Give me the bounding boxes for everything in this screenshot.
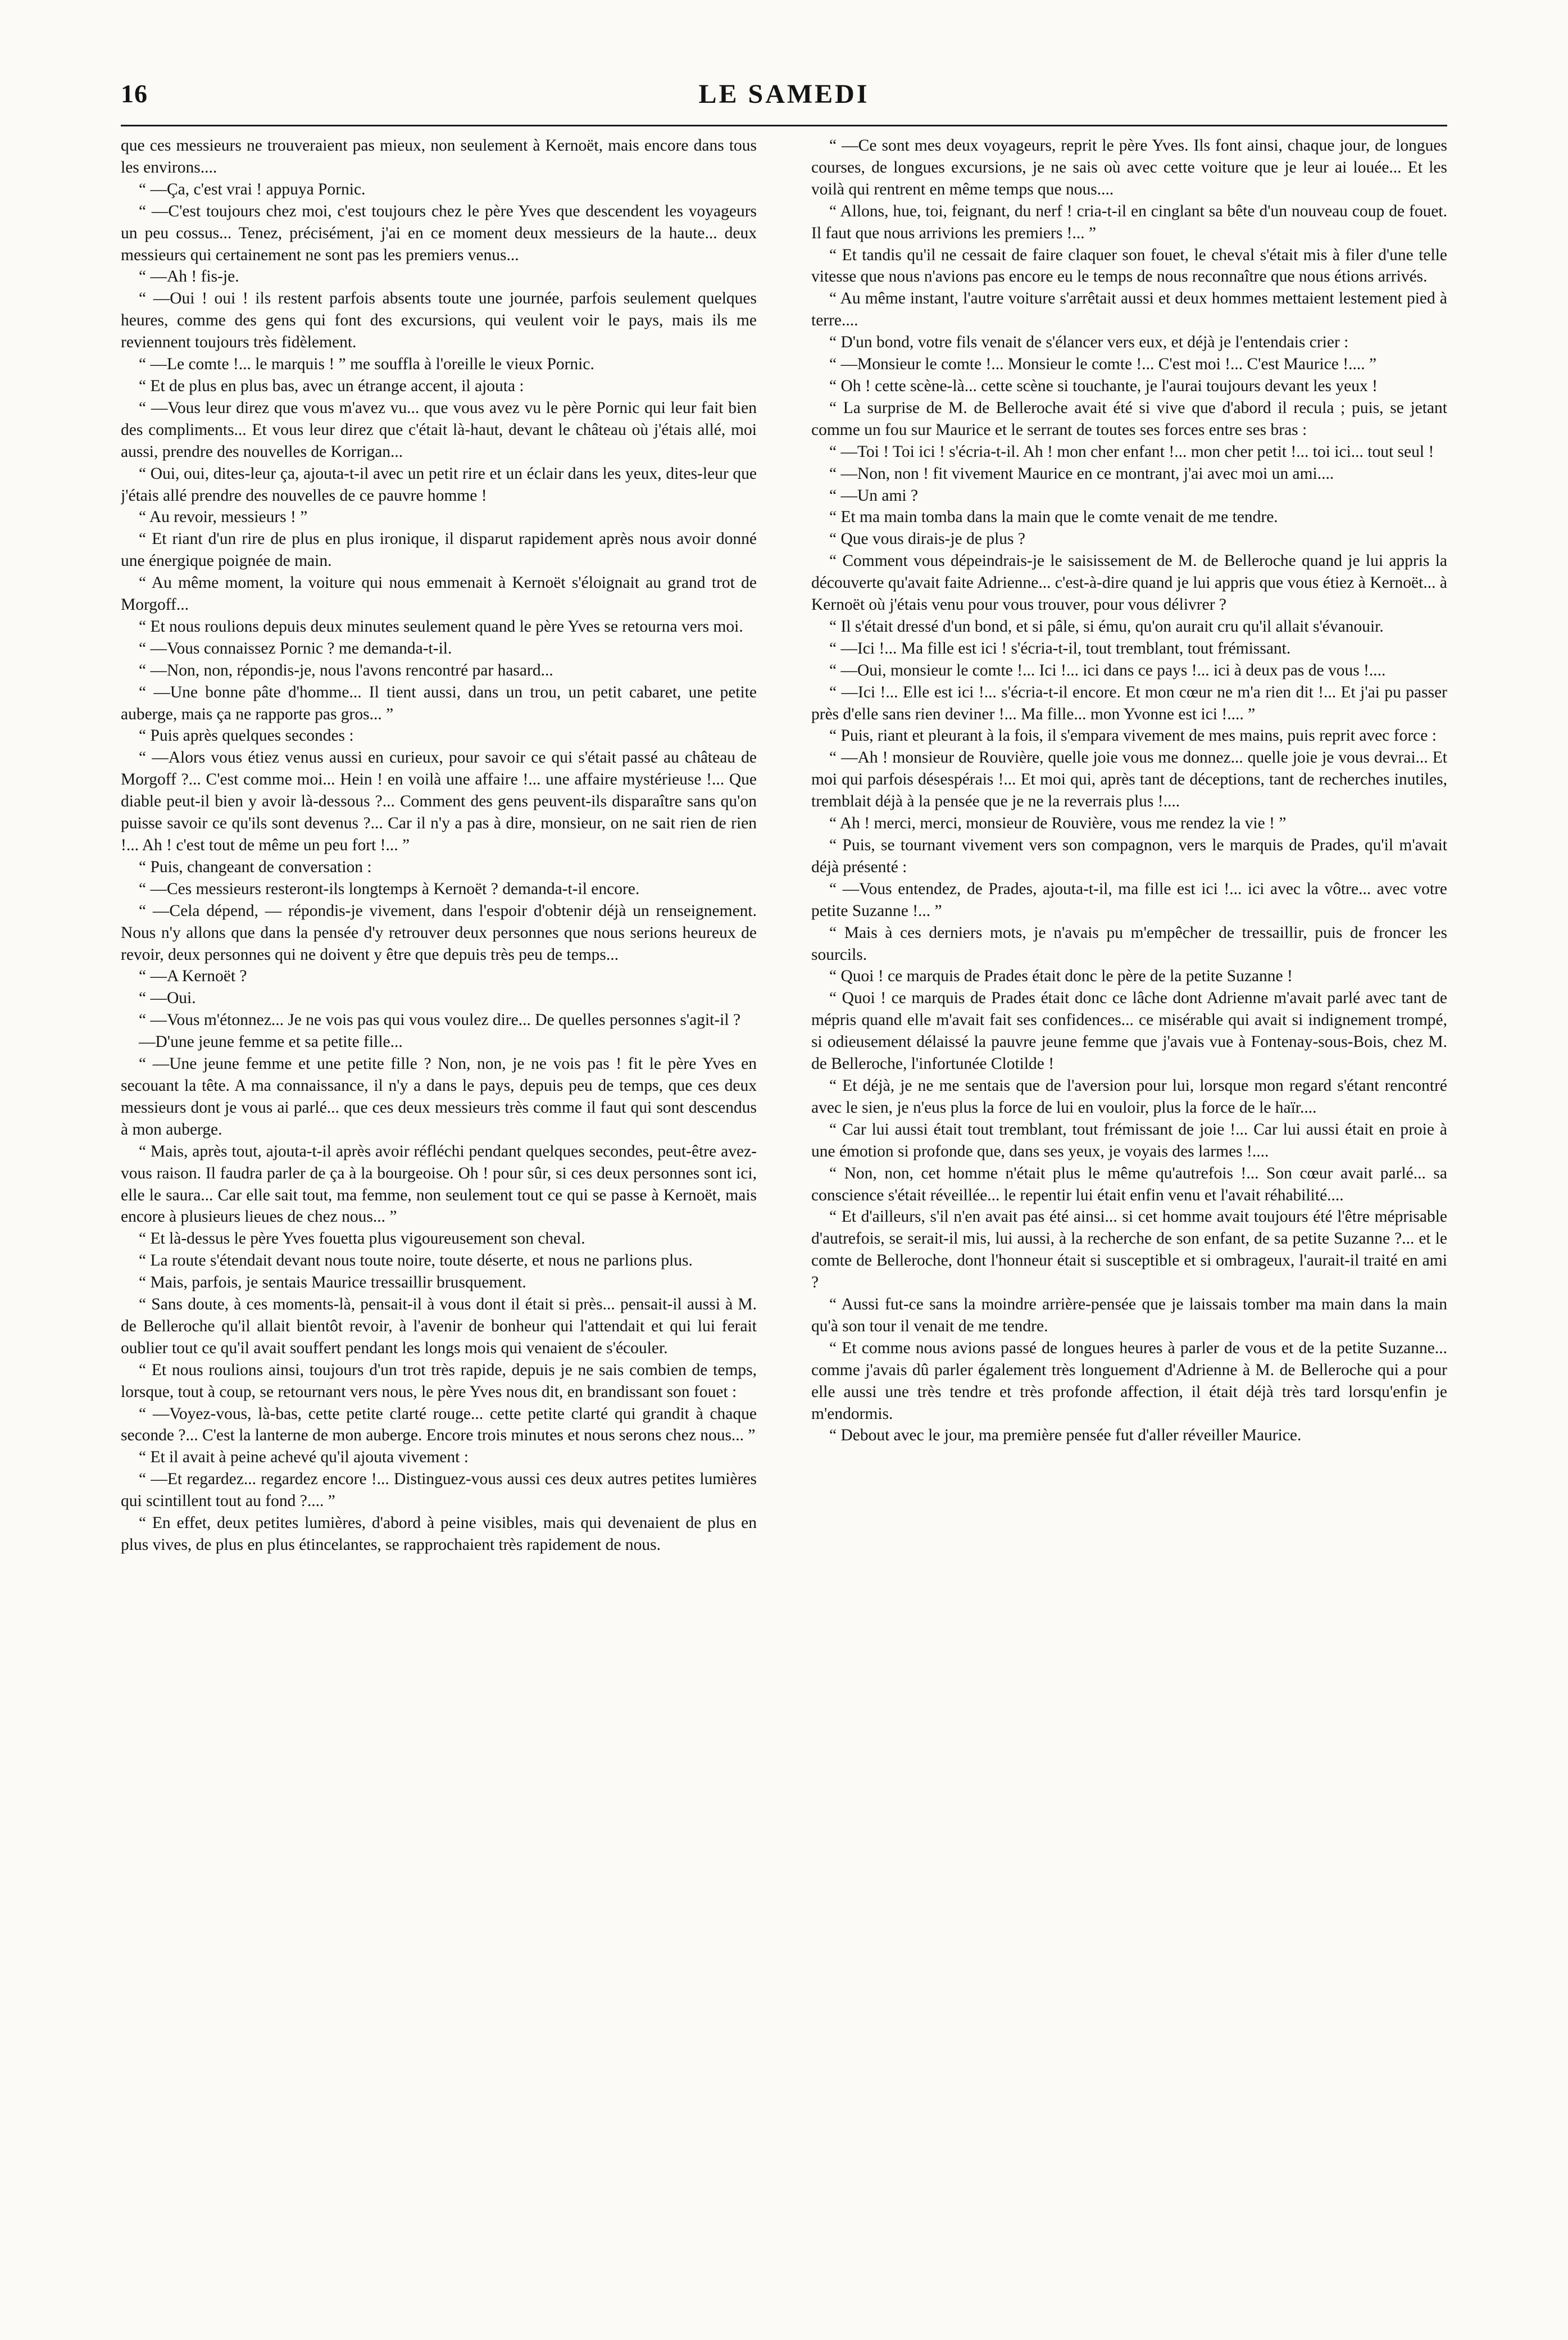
paragraph: “ Et déjà, je ne me sentais que de l'aversion pour lui, lorsque mon regard s'étant rencontré avec le sien, je n'eus plus la force de lui en vouloir, plus la force de le haïr.... (811, 1076, 1447, 1117)
paragraph: “ —Non, non, répondis-je, nous l'avons rencontré par hasard... (139, 661, 553, 679)
paragraph: “ Et comme nous avions passé de longues heures à parler de vous et de la petite Suzanne... comme j'avais dû parler également très longuement d'Adrienne à M. de Belleroche qui a pour elle aussi une très tendre et très profonde affection, il était déjà très tard lorsqu'enfin je m'endormis. (811, 1339, 1447, 1423)
paragraph: “ Non, non, cet homme n'était plus le même qu'autrefois !... Son cœur avait parlé... sa conscience s'était réveillée... le repentir lui était enfin venu et l'avait réhabilité.... (811, 1164, 1447, 1204)
paragraph: “ —Ce sont mes deux voyageurs, reprit le père Yves. Ils font ainsi, chaque jour, de longues courses, de longues excursions, je ne sais où avec cette voiture que je leur ai louée... Et les voilà qui rentrent en même temps que nous.... (811, 137, 1447, 198)
paragraph: “ —Oui. (139, 989, 196, 1008)
paragraph: “ —Ici !... Elle est ici !... s'écria-t-il encore. Et mon cœur ne m'a rien dit !... Et j'ai pu passer près d'elle sans rien deviner !... Ma fille... mon Yvonne est ici !.... ” (811, 683, 1447, 723)
paragraph: “ —Toi ! Toi ici ! s'écria-t-il. Ah ! mon cher enfant !... mon cher petit !... toi ici... tout seul ! (829, 442, 1434, 461)
left-column (121, 135, 757, 2301)
publication-title: LE SAMEDI (698, 79, 870, 109)
page-number: 16 (121, 79, 148, 108)
paragraph: “ —Ah ! monsieur de Rouvière, quelle joie vous me donnez... quelle joie je vous devrai... Et moi qui parfois désespérais !... Et moi qui, après tant de déceptions, tant de recherches inutiles, tremblait déjà à la pensée que je ne la reverrais plus !.... (811, 749, 1447, 811)
paragraph: “ —C'est toujours chez moi, c'est toujours chez le père Yves que descendent les voyageurs un peu cossus... Tenez, précisément, j'ai en ce moment deux messieurs de la haute... deux messieurs qui certainement ne sont pas les premiers venus... (121, 202, 757, 264)
paragraph: “ Et riant d'un rire de plus en plus ironique, il disparut rapidement après nous avoir donné une énergique poignée de main. (121, 530, 757, 570)
paragraph: “ Et là-dessus le père Yves fouetta plus vigoureusement son cheval. (139, 1230, 585, 1248)
paragraph: “ Que vous dirais-je de plus ? (829, 530, 1025, 548)
paragraph: “ Quoi ! ce marquis de Prades était donc ce lâche dont Adrienne m'avait parlé avec tant de mépris quand elle m'avait fait ses confidences... ce misérable qui avait si indignement trompé, si odieusement délaissé la pauvre jeune femme que j'avais vue à Fontenay-sous-Bois, chez M. de Belleroche, l'infortunée Clotilde ! (811, 989, 1447, 1073)
paragraph: “ Et il avait à peine achevé qu'il ajouta vivement : (139, 1448, 469, 1467)
paragraph: “ Puis, riant et pleurant à la fois, il s'empara vivement de mes mains, puis reprit avec force : (829, 727, 1437, 745)
right-column (811, 135, 1447, 2301)
paragraph: “ Au même moment, la voiture qui nous emmenait à Kernoët s'éloignait au grand trot de Morgoff... (121, 574, 757, 614)
paragraph: “ Puis, se tournant vivement vers son compagnon, vers le marquis de Prades, qu'il m'avait déjà présenté : (811, 836, 1447, 876)
paragraph: “ —Vous connaissez Pornic ? me demanda-t-il. (139, 639, 452, 657)
paragraph: “ —Ici !... Ma fille est ici ! s'écria-t-il, tout tremblant, tout frémissant. (829, 639, 1291, 657)
paragraph: “ —Vous m'étonnez... Je ne vois pas qui vous voulez dire... De quelles personnes s'agit-il ? (139, 1011, 741, 1030)
header-rule (121, 125, 1447, 126)
paragraph: “ —Vous entendez, de Prades, ajouta-t-il, ma fille est ici !... ici avec la vôtre... avec votre petite Suzanne !... ” (811, 879, 1447, 920)
paragraph: “ —Ces messieurs resteront-ils longtemps à Kernoët ? demanda-t-il encore. (139, 879, 640, 898)
paragraph: “ —A Kernoët ? (139, 967, 247, 986)
paragraph: “ Quoi ! ce marquis de Prades était donc le père de la petite Suzanne ! (829, 967, 1293, 986)
paragraph: “ Mais, parfois, je sentais Maurice tressaillir brusquement. (139, 1273, 526, 1292)
paragraph: “ Puis après quelques secondes : (139, 727, 354, 745)
article-body (121, 135, 1447, 2301)
paragraph: “ Et tandis qu'il ne cessait de faire claquer son fouet, le cheval s'était mis à filer d'une telle vitesse que nous n'avions pas encore eu le temps de nous reconnaître que nous étions arrivés. (811, 246, 1447, 286)
paragraph: “ Et ma main tomba dans la main que le comte venait de me tendre. (829, 508, 1278, 527)
paragraph: “ Oui, oui, dites-leur ça, ajouta-t-il avec un petit rire et un éclair dans les yeux, dites-leur que j'étais allé prendre des nouvelles de ce pauvre homme ! (121, 464, 757, 505)
paragraph: “ —Un ami ? (829, 486, 919, 505)
paragraph: “ Au revoir, messieurs ! ” (139, 508, 308, 527)
paragraph: que ces messieurs ne trouveraient pas mieux, non seulement à Kernoët, mais encore dans tous les environs.... (121, 137, 757, 176)
paragraph: “ La surprise de M. de Belleroche avait été si vive que d'abord il recula ; puis, se jetant comme un fou sur Maurice et le serrant de toutes ses forces entre ses bras : (811, 398, 1447, 439)
paragraph: “ —Monsieur le comte !... Monsieur le comte !... C'est moi !... C'est Maurice !.... ” (829, 355, 1377, 374)
paragraph: “ —Le comte !... le marquis ! ” me souffla à l'oreille le vieux Pornic. (139, 355, 594, 374)
page-header (121, 79, 1447, 112)
paragraph: “ Au même instant, l'autre voiture s'arrêtait aussi et deux hommes mettaient lestement pied à terre.... (811, 289, 1447, 330)
paragraph: “ Il s'était dressé d'un bond, et si pâle, si ému, qu'on aurait cru qu'il allait s'évanouir. (829, 617, 1384, 636)
paragraph: “ Mais à ces derniers mots, je n'avais pu m'empêcher de tressaillir, puis de froncer les sourcils. (811, 923, 1447, 964)
paragraph: “ —Une jeune femme et une petite fille ? Non, non, je ne vois pas ! fit le père Yves en secouant la tête. A ma connaissance, il n'y a dans le pays, depuis peu de temps, que ces deux messieurs dont je vous ai parlé... que ces deux messieurs très comme il faut qui sont descendus à mon auberge. (121, 1055, 757, 1139)
paragraph: “ Comment vous dépeindrais-je le saisissement de M. de Belleroche quand je lui appris la découverte qu'avait faite Adrienne... c'est-à-dire quand je lui appris que vous étiez à Kernoët... à Kernoët où j'étais venu pour vous trouver, pour vous délivrer ? (811, 552, 1447, 614)
paragraph: “ Oh ! cette scène-là... cette scène si touchante, je l'aurai toujours devant les yeux ! (829, 377, 1378, 395)
paragraph: “ Sans doute, à ces moments-là, pensait-il à vous dont il était si près... pensait-il aussi à M. de Belleroche qu'il allait bientôt revoir, à l'avenir de bonheur qui l'attendait et qui lui ferait oublier tout ce qu'il avait souffert pendant les longs mois qui venaient de s'écouler. (121, 1295, 757, 1357)
paragraph: “ Allons, hue, toi, feignant, du nerf ! cria-t-il en cinglant sa bête d'un nouveau coup de fouet. Il faut que nous arrivions les premiers !... ” (811, 202, 1447, 242)
paragraph: “ —Ah ! fis-je. (139, 267, 239, 286)
paragraph: “ —Oui, monsieur le comte !... Ici !... ici dans ce pays !... ici à deux pas de vous !.... (829, 661, 1386, 679)
paragraph: “ Et nous roulions depuis deux minutes seulement quand le père Yves se retourna vers moi. (139, 617, 743, 636)
paragraph: “ Mais, après tout, ajouta-t-il après avoir réfléchi pendant quelques secondes, peut-être avez-vous raison. Il faudra parler de ça à la bourgeoise. Oh ! pour sûr, si ces deux personnes sont ici, elle le saura... Car elle sait tout, ma femme, non seulement tout ce qui se passe à Kernoët, mais encore à plusieurs lieues de chez nous... ” (121, 1142, 757, 1226)
paragraph: “ La route s'étendait devant nous toute noire, toute déserte, et nous ne parlions plus. (139, 1251, 693, 1270)
paragraph: “ Ah ! merci, merci, monsieur de Rouvière, vous me rendez la vie ! ” (829, 814, 1287, 833)
paragraph: “ En effet, deux petites lumières, d'abord à peine visibles, mais qui devenaient de plus en plus vives, de plus en plus étincelantes, se rapprochaient très rapidement de nous. (121, 1514, 757, 1554)
paragraph: “ Car lui aussi était tout tremblant, tout frémissant de joie !... Car lui aussi était en proie à une émotion si profonde que, dans ses yeux, je voyais des larmes !.... (811, 1120, 1447, 1160)
paragraph: “ —Cela dépend, — répondis-je vivement, dans l'espoir d'obtenir déjà un renseignement. Nous n'y allons que dans la pensée d'y retrouver deux personnes que nous serions heureux de revoir, deux personnes qui ne doivent y être que depuis très peu de temps... (121, 901, 757, 964)
paragraph: “ —Vous leur direz que vous m'avez vu... que vous avez vu le père Pornic qui leur fait bien des compliments... Et vous leur direz que c'était là-haut, devant le château où j'étais allé, moi aussi, prendre des nouvelles de Korrigan... (121, 398, 757, 461)
paragraph: “ Puis, changeant de conversation : (139, 858, 372, 876)
paragraph: “ Aussi fut-ce sans la moindre arrière-pensée que je laissais tomber ma main dans la main qu'à son tour il venait de me tendre. (811, 1295, 1447, 1335)
paragraph: “ Et d'ailleurs, s'il n'en avait pas été ainsi... si cet homme avait toujours été l'être méprisable d'autrefois, se serait-il mis, lui aussi, à la recherche de son enfant, de sa petite Suzanne ?... et le comte de Belleroche, dont l'honneur était si susceptible et si ombrageux, l'aurait-il traité en ami ? (811, 1208, 1447, 1292)
paragraph: —D'une jeune femme et sa petite fille... (139, 1033, 403, 1051)
paragraph: “ Et de plus en plus bas, avec un étrange accent, il ajouta : (139, 377, 524, 395)
paragraph: “ —Ça, c'est vrai ! appuya Pornic. (139, 180, 366, 198)
paragraph: “ —Voyez-vous, là-bas, cette petite clarté rouge... cette petite clarté qui grandit à chaque seconde ?... C'est la lanterne de mon auberge. Encore trois minutes et nous serons chez nous... ” (121, 1404, 757, 1445)
paragraph: “ D'un bond, votre fils venait de s'élancer vers eux, et déjà je l'entendais crier : (829, 333, 1349, 352)
paragraph: “ —Et regardez... regardez encore !... Distinguez-vous aussi ces deux autres petites lumières qui scintillent tout au fond ?.... ” (121, 1470, 757, 1511)
paragraph: “ —Oui ! oui ! ils restent parfois absents toute une journée, parfois seulement quelques heures, comme des gens qui font des excursions, qui veulent voir le pays, mais ils me reviennent toujours très fidèlement. (121, 289, 757, 352)
paragraph: “ Debout avec le jour, ma première pensée fut d'aller réveiller Maurice. (829, 1426, 1302, 1445)
paragraph: “ —Non, non ! fit vivement Maurice en ce montrant, j'ai avec moi un ami.... (829, 464, 1334, 483)
paragraph: “ —Alors vous étiez venus aussi en curieux, pour savoir ce qui s'était passé au château de Morgoff ?... C'est comme moi... Hein ! en voilà une affaire !... une affaire mystérieuse !... Que diable peut-il bien y avoir là-dessous ?... Comment des gens peuvent-ils disparaître sans qu'on puisse savoir ce qu'ils sont devenus ?... Car il n'y a pas à dire, monsieur, on ne sait rien de rien !... Ah ! c'est tout de même un peu fort !... ” (121, 749, 757, 854)
paragraph: “ Et nous roulions ainsi, toujours d'un trot très rapide, depuis je ne sais combien de temps, lorsque, tout à coup, se retournant vers nous, le père Yves nous dit, en brandissant son fouet : (121, 1361, 757, 1401)
paragraph: “ —Une bonne pâte d'homme... Il tient aussi, dans un trou, un petit cabaret, une petite auberge, mais ça ne rapporte pas gros... ” (121, 683, 757, 723)
